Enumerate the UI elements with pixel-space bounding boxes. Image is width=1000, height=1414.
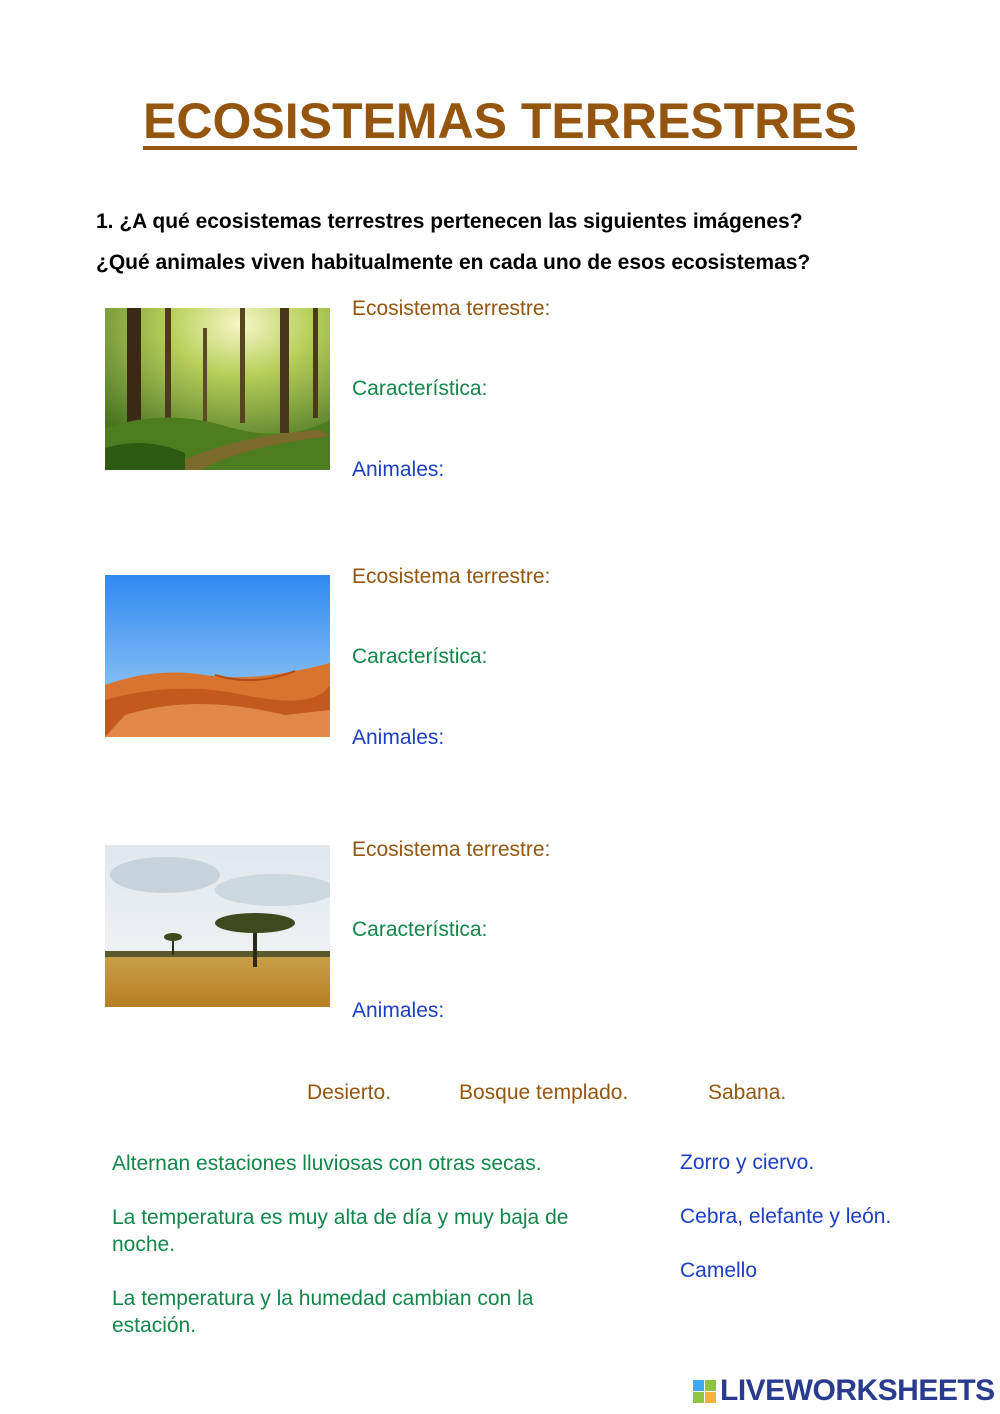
animals-option-1[interactable]: Zorro y ciervo. (680, 1151, 815, 1174)
animals-label-2: Animales: (352, 726, 445, 749)
desert-image (105, 575, 330, 737)
animals-option-2[interactable]: Cebra, elefante y león. (680, 1205, 892, 1228)
characteristic-option-1[interactable]: Alternan estaciones lluviosas con otras secas. (112, 1152, 542, 1175)
animals-label-3: Animales: (352, 999, 445, 1022)
animals-option-3[interactable]: Camello (680, 1259, 758, 1282)
savanna-image (105, 845, 330, 1007)
characteristic-label-3: Característica: (352, 918, 488, 941)
forest-image (105, 308, 330, 470)
question-line-2: ¿Qué animales viven habitualmente en cada uno de esos ecosistemas? (96, 251, 811, 274)
ecosystem-label-3: Ecosistema terrestre: (352, 838, 551, 861)
brand-name: LIVEWORKSHEETS (720, 1374, 995, 1407)
option-bosque-templado[interactable]: Bosque templado. (459, 1081, 629, 1104)
page-title: ECOSISTEMAS TERRESTRES (143, 93, 857, 149)
characteristic-label-1: Característica: (352, 377, 488, 400)
characteristic-option-2[interactable]: La temperatura es muy alta de día y muy baja de noche. (112, 1206, 569, 1256)
liveworksheets-logo (693, 1374, 995, 1408)
logo-icon (693, 1380, 716, 1403)
characteristic-label-2: Característica: (352, 645, 488, 668)
characteristic-option-3[interactable]: La temperatura y la humedad cambian con la estación. (112, 1287, 534, 1337)
animals-label-1: Animales: (352, 458, 445, 481)
question-line-1: 1. ¿A qué ecosistemas terrestres pertenecen las siguientes imágenes? (96, 210, 803, 233)
option-desierto[interactable]: Desierto. (307, 1081, 392, 1104)
ecosystem-label-1: Ecosistema terrestre: (352, 297, 551, 320)
option-sabana[interactable]: Sabana. (708, 1081, 787, 1104)
ecosystem-label-2: Ecosistema terrestre: (352, 565, 551, 588)
